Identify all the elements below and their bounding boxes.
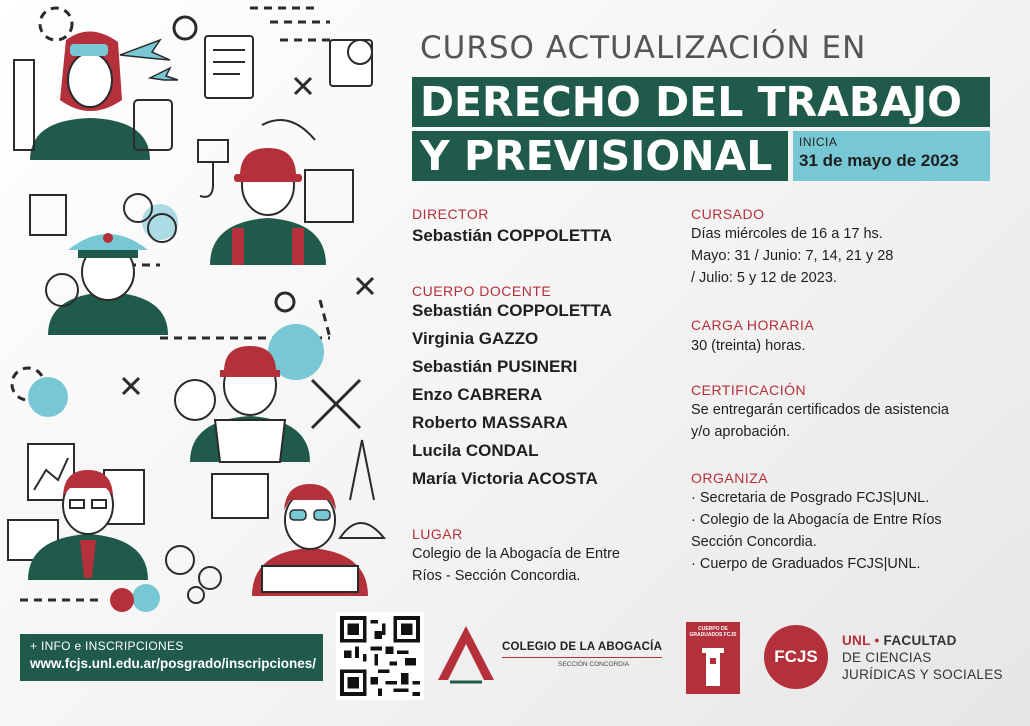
hours-value: 30 (treinta) horas.	[691, 338, 806, 354]
fcjs-logo: FCJS	[764, 625, 828, 689]
qr-code-icon[interactable]	[336, 612, 424, 700]
mechanic-icon	[175, 346, 360, 462]
course-type-title: CURSO ACTUALIZACIÓN EN	[420, 30, 867, 66]
colegio-name: COLEGIO DE LA ABOGACÍA	[502, 641, 663, 653]
schedule-line: Mayo: 31 / Junio: 7, 14, 21 y 28	[691, 248, 894, 264]
faculty-line-3: JURÍDICAS Y SOCIALES	[842, 667, 1003, 682]
info-label: + INFO e INSCRIPCIONES	[30, 639, 184, 653]
certification-line: Se entregarán certificados de asistencia	[691, 402, 949, 418]
start-date: 31 de mayo de 2023	[799, 151, 959, 170]
schedule-line: / Julio: 5 y 12 de 2023.	[691, 270, 837, 286]
close-x-icon	[295, 78, 311, 94]
faculty-label: CUERPO DOCENTE	[412, 283, 552, 299]
organizer-line: · Cuerpo de Graduados FCJS|UNL.	[691, 556, 921, 572]
crane-hook-icon	[198, 140, 228, 197]
certification-line: y/o aprobación.	[691, 424, 791, 440]
close-x-icon	[357, 278, 373, 294]
organizers-list	[691, 487, 942, 575]
faculty-member: Lucila CONDAL	[412, 441, 539, 460]
certification-text	[691, 399, 949, 443]
graduados-text: CUERPO DE GRADUADOS FCJS	[689, 626, 737, 638]
schedule-text	[691, 223, 893, 289]
place-text	[412, 543, 620, 587]
place-line: Ríos - Sección Concordia.	[412, 568, 581, 584]
dashed-decor-icon	[12, 8, 330, 600]
schedule-label: CURSADO	[691, 206, 765, 222]
tower-icon	[698, 646, 728, 690]
director-label: DIRECTOR	[412, 206, 489, 222]
course-title-line-1: DERECHO DEL TRABAJO	[412, 77, 990, 127]
close-x-icon	[123, 378, 139, 394]
faculty-list	[412, 297, 612, 493]
place-label: LUGAR	[412, 526, 463, 542]
construction-worker-icon	[210, 120, 353, 265]
info-box	[20, 634, 323, 681]
faculty-member: Virginia GAZZO	[412, 329, 539, 348]
faculty-word: FACULTAD	[883, 633, 957, 648]
hours-label: CARGA HORARIA	[691, 317, 815, 333]
wrench-icon	[312, 380, 360, 428]
schedule-line: Días miércoles de 16 a 17 hs.	[691, 226, 883, 242]
organizer-line: · Colegio de la Abogacía de Entre Ríos	[691, 512, 942, 528]
organizers-label: ORGANIZA	[691, 470, 769, 486]
organizer-line: · Secretaria de Posgrado FCJS|UNL.	[691, 490, 930, 506]
colegio-section: SECCIÓN CONCORDIA	[558, 661, 630, 668]
architect-icon	[212, 440, 384, 596]
certification-label: CERTIFICACIÓN	[691, 382, 807, 398]
unl-name: UNL	[842, 633, 871, 648]
professions-illustration	[0, 0, 400, 620]
faculty-member: Sebastián COPPOLETTA	[412, 301, 612, 320]
director-name: Sebastián COPPOLETTA	[412, 226, 612, 245]
organizer-line: Sección Concordia.	[691, 534, 817, 550]
faculty-member: Roberto MASSARA	[412, 413, 568, 432]
bullet: •	[870, 633, 884, 648]
colegio-divider	[502, 657, 662, 658]
document-icon	[205, 36, 372, 98]
graduados-logo	[686, 622, 740, 694]
registration-link[interactable]: www.fcjs.unl.edu.ar/posgrado/inscripciones/	[30, 656, 317, 671]
faculty-member: Enzo CABRERA	[412, 385, 543, 404]
colegio-logo-icon	[436, 624, 496, 686]
faculty-member: Sebastián PUSINERI	[412, 357, 578, 376]
airplane-icon	[120, 40, 178, 80]
unl-faculty-line	[842, 633, 957, 648]
gears-icon	[166, 546, 221, 603]
start-label: INICIA	[799, 135, 838, 149]
place-line: Colegio de la Abogacía de Entre	[412, 546, 620, 562]
start-date-box	[793, 131, 990, 181]
faculty-member: María Victoria ACOSTA	[412, 469, 598, 488]
course-title-line-2: Y PREVISIONAL	[412, 131, 788, 181]
faculty-line-2: DE CIENCIAS	[842, 650, 932, 665]
